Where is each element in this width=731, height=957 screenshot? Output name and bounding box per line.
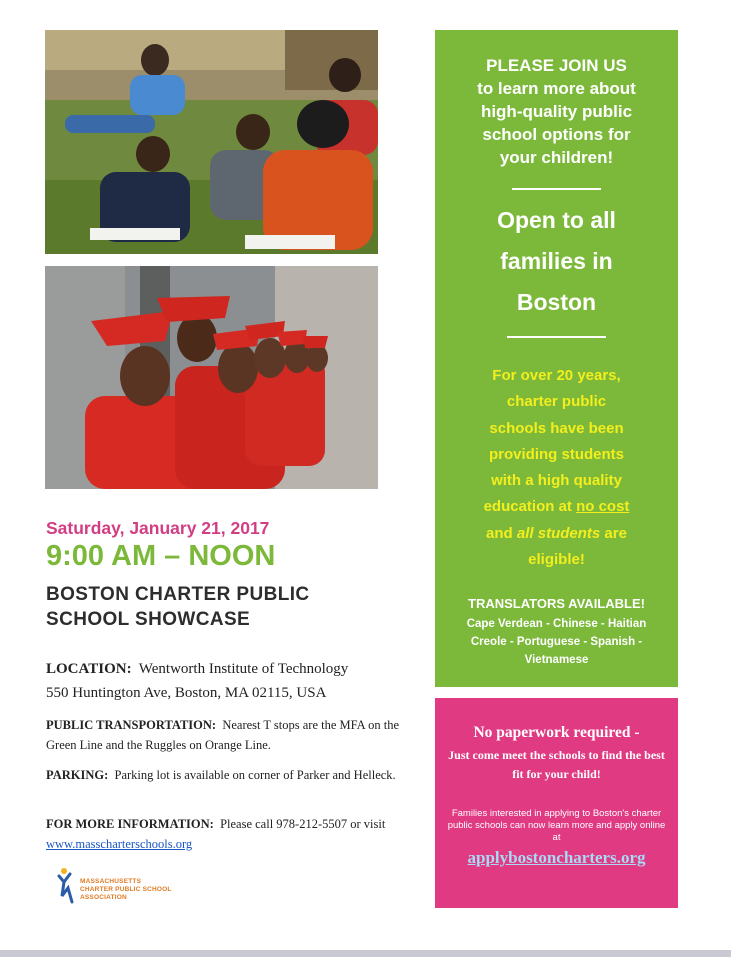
logo-line: CHARTER PUBLIC SCHOOL <box>80 886 172 893</box>
history-line: schools have been <box>489 419 624 437</box>
history-fragment: education at <box>483 498 577 516</box>
transport-block <box>46 715 421 755</box>
open-line: families in <box>500 248 613 274</box>
figure-icon <box>56 866 78 906</box>
photo-children-outdoors <box>45 30 378 254</box>
history-line: providing students <box>489 445 624 463</box>
join-line: to learn more about <box>477 79 636 98</box>
open-line: Open to all <box>497 207 616 233</box>
all-students-emphasis: all students <box>516 524 601 542</box>
mcpsa-logo <box>56 866 196 910</box>
no-paperwork-dash: - <box>630 724 640 741</box>
apply-panel <box>435 698 678 908</box>
transport-value: Nearest T stops are the MFA on the Green Line and the Ruggles on Orange Line. <box>46 718 400 752</box>
just-come-text: Just come meet the schools to find the best fit for your child! <box>448 748 665 781</box>
join-us-text <box>435 54 678 169</box>
no-paperwork-heading <box>435 724 678 742</box>
event-time: 9:00 AM – NOON <box>46 540 276 572</box>
translators-languages: Cape Verdean - Chinese - Haitian Creole - Portuguese - Spanish - Vietnamese <box>466 618 647 666</box>
history-line: eligible! <box>528 551 585 569</box>
open-line: Boston <box>516 289 597 315</box>
location-address: 550 Huntington Ave, Boston, MA 02115, USA <box>46 685 327 701</box>
join-line: PLEASE JOIN US <box>486 56 627 75</box>
location-value: Wentworth Institute of Technology <box>138 661 349 677</box>
families-apply-text: Families interested in applying to Boston's charter public schools can now learn more and apply online at <box>447 808 666 843</box>
parking-label: PARKING: <box>46 768 109 782</box>
history-line <box>435 494 678 520</box>
apply-link[interactable]: applybostoncharters.org <box>467 848 646 867</box>
history-line: with a high quality <box>491 472 622 490</box>
photo-graduates <box>45 266 378 489</box>
location-block <box>46 657 426 705</box>
event-title-line: BOSTON CHARTER PUBLIC <box>46 584 310 605</box>
charter-history-text <box>435 363 678 573</box>
divider <box>507 336 606 338</box>
event-title <box>46 582 310 632</box>
event-title-line: SCHOOL SHOWCASE <box>46 609 251 630</box>
join-line: your children! <box>499 148 614 167</box>
photo-graduates-image <box>45 266 378 489</box>
event-date: Saturday, January 21, 2017 <box>46 518 270 538</box>
no-cost-emphasis: no cost <box>576 498 630 516</box>
join-line: school options for <box>482 125 631 144</box>
history-line: For over 20 years, <box>492 367 621 384</box>
logo-text <box>80 878 172 902</box>
more-info-block <box>46 814 421 854</box>
logo-line: ASSOCIATION <box>80 894 127 901</box>
location-label: LOCATION: <box>46 661 132 677</box>
join-line: high-quality public <box>480 102 633 121</box>
photo-children-outdoors-image <box>45 30 378 254</box>
more-info-label: FOR MORE INFORMATION: <box>46 817 214 831</box>
transport-label: PUBLIC TRANSPORTATION: <box>46 718 217 732</box>
parking-block <box>46 765 421 785</box>
logo-line: MASSACHUSETTS <box>80 878 142 885</box>
open-to-all-text <box>435 200 678 323</box>
divider <box>512 188 601 190</box>
history-line: charter public <box>506 393 607 411</box>
more-info-value: Please call 978-212-5507 or visit <box>220 817 386 831</box>
website-link[interactable]: www.masscharterschools.org <box>46 837 193 851</box>
bottom-bar <box>0 950 731 957</box>
parking-value: Parking lot is available on corner of Parker and Helleck. <box>114 768 396 782</box>
history-fragment: and <box>486 524 517 542</box>
history-line <box>435 521 678 547</box>
history-fragment: are <box>600 524 627 542</box>
translators-heading: TRANSLATORS AVAILABLE! <box>468 596 645 611</box>
invitation-panel <box>435 30 678 687</box>
location-line <box>46 657 426 681</box>
no-paperwork-text: No paperwork required <box>473 724 631 741</box>
